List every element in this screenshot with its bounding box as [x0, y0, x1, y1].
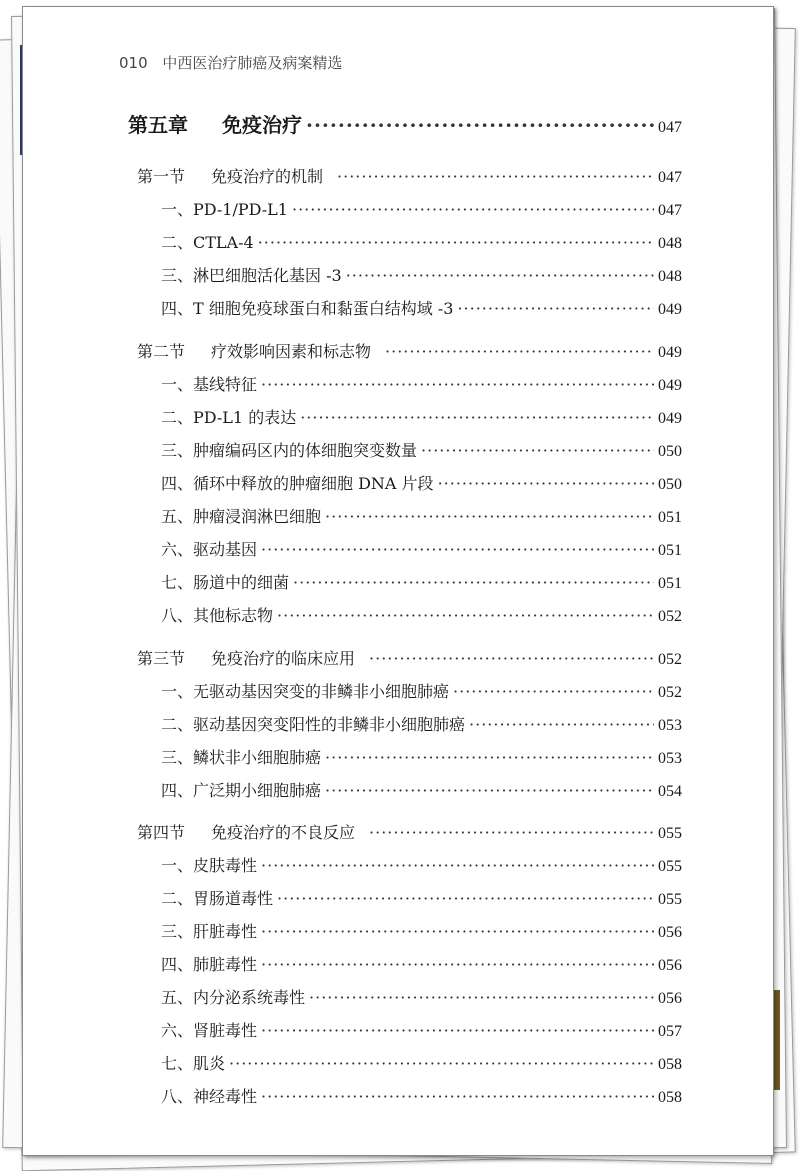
dot-leader — [261, 1087, 654, 1106]
item-text: 七、肌炎 — [161, 1054, 226, 1073]
dot-leader — [421, 441, 654, 460]
item-text: 二、胃肠道毒性 — [161, 889, 274, 908]
item-page: 049 — [658, 377, 682, 394]
item-text: 三、鳞状非小细胞肺癌 — [161, 748, 322, 767]
chapter-entry[interactable] — [128, 109, 682, 138]
toc-item[interactable] — [161, 263, 682, 286]
toc-page — [22, 6, 774, 1156]
section-entry[interactable] — [137, 820, 682, 843]
dot-leader — [369, 823, 654, 842]
item-page: 049 — [658, 301, 682, 318]
dot-leader — [438, 474, 654, 493]
item-page: 051 — [658, 575, 682, 592]
item-text: 四、循环中释放的肿瘤细胞 DNA 片段 — [161, 474, 434, 493]
item-page: 056 — [658, 924, 682, 941]
item-page: 049 — [658, 410, 682, 427]
item-page: 056 — [658, 957, 682, 974]
dot-leader — [261, 922, 654, 941]
item-text: 一、基线特征 — [161, 375, 258, 394]
item-text: 一、PD-1/PD-L1 — [161, 200, 288, 219]
section-title: 免疫治疗的机制 — [211, 167, 324, 186]
header-page-number: 010 — [119, 54, 148, 72]
item-page: 050 — [658, 443, 682, 460]
toc-item[interactable] — [161, 886, 682, 909]
dot-leader — [261, 540, 654, 559]
item-page: 058 — [658, 1056, 682, 1073]
header-book-title: 中西医治疗肺癌及病案精选 — [162, 54, 343, 72]
section-entry[interactable] — [137, 339, 682, 362]
item-page: 056 — [658, 990, 682, 1007]
item-text: 二、CTLA-4 — [161, 233, 254, 252]
section-label: 第二节 — [137, 342, 186, 361]
section-entry[interactable] — [137, 164, 682, 187]
item-text: 二、驱动基因突变阳性的非鳞非小细胞肺癌 — [161, 715, 466, 734]
dot-leader — [337, 167, 654, 186]
chapter-title: 免疫治疗 — [222, 113, 302, 137]
section-label: 第一节 — [137, 167, 186, 186]
toc-item[interactable] — [161, 537, 682, 560]
chapter-label: 第五章 — [128, 113, 188, 137]
toc-item[interactable] — [161, 570, 682, 593]
item-page: 048 — [658, 268, 682, 285]
dot-leader — [258, 233, 654, 252]
item-text: 二、PD-L1 的表达 — [161, 408, 297, 427]
toc-item[interactable] — [161, 712, 682, 735]
item-text: 三、肿瘤编码区内的体细胞突变数量 — [161, 441, 418, 460]
item-page: 051 — [658, 509, 682, 526]
item-page: 047 — [658, 202, 682, 219]
dot-leader — [325, 781, 654, 800]
item-page: 048 — [658, 235, 682, 252]
item-page: 051 — [658, 542, 682, 559]
dot-leader — [369, 649, 654, 668]
item-text: 三、淋巴细胞活化基因 -3 — [161, 266, 342, 285]
dot-leader — [306, 113, 654, 137]
section-page: 047 — [658, 169, 682, 186]
toc-item[interactable] — [161, 1051, 682, 1074]
item-text: 一、无驱动基因突变的非鳞非小细胞肺癌 — [161, 682, 450, 701]
item-text: 三、肝脏毒性 — [161, 922, 258, 941]
item-page: 058 — [658, 1089, 682, 1106]
dot-leader — [277, 606, 654, 625]
dot-leader — [293, 573, 654, 592]
dot-leader — [261, 955, 654, 974]
section-page: 049 — [658, 344, 682, 361]
item-text: 八、神经毒性 — [161, 1087, 258, 1106]
toc-item[interactable] — [161, 372, 682, 395]
dot-leader — [261, 856, 654, 875]
toc-item[interactable] — [161, 438, 682, 461]
section-label: 第四节 — [137, 823, 186, 842]
dot-leader — [292, 200, 654, 219]
dot-leader — [457, 299, 654, 318]
dot-leader — [346, 266, 654, 285]
item-text: 五、内分泌系统毒性 — [161, 988, 306, 1007]
toc-item[interactable] — [161, 1018, 682, 1041]
toc-item[interactable] — [161, 778, 682, 801]
dot-leader — [385, 342, 654, 361]
toc-item[interactable] — [161, 230, 682, 253]
section-page: 055 — [658, 825, 682, 842]
dot-leader — [309, 988, 654, 1007]
toc-item[interactable] — [161, 1084, 682, 1107]
dot-leader — [277, 889, 654, 908]
toc-item[interactable] — [161, 745, 682, 768]
toc-item[interactable] — [161, 197, 682, 220]
dot-leader — [469, 715, 654, 734]
item-text: 一、皮肤毒性 — [161, 856, 258, 875]
dot-leader — [261, 375, 654, 394]
toc-item[interactable] — [161, 405, 682, 428]
item-page: 053 — [658, 717, 682, 734]
toc-item[interactable] — [161, 985, 682, 1008]
item-text: 六、驱动基因 — [161, 540, 258, 559]
item-page: 055 — [658, 858, 682, 875]
item-text: 七、肠道中的细菌 — [161, 573, 290, 592]
dot-leader — [325, 748, 654, 767]
toc-item[interactable] — [161, 853, 682, 876]
dot-leader — [261, 1021, 654, 1040]
dot-leader — [229, 1054, 654, 1073]
section-page: 052 — [658, 651, 682, 668]
item-text: 六、肾脏毒性 — [161, 1021, 258, 1040]
item-text: 五、肿瘤浸润淋巴细胞 — [161, 507, 322, 526]
item-page: 055 — [658, 891, 682, 908]
toc-item[interactable] — [161, 504, 682, 527]
section-label: 第三节 — [137, 649, 186, 668]
section-title: 免疫治疗的不良反应 — [211, 823, 356, 842]
toc-item[interactable] — [161, 679, 682, 702]
item-page: 052 — [658, 608, 682, 625]
toc-item[interactable] — [161, 919, 682, 942]
item-text: 四、广泛期小细胞肺癌 — [161, 781, 322, 800]
item-text: 四、T 细胞免疫球蛋白和黏蛋白结构域 -3 — [161, 299, 454, 318]
item-text: 四、肺脏毒性 — [161, 955, 258, 974]
toc-item[interactable] — [161, 603, 682, 626]
item-page: 052 — [658, 684, 682, 701]
section-entry[interactable] — [137, 646, 682, 669]
item-page: 050 — [658, 476, 682, 493]
item-page: 053 — [658, 750, 682, 767]
toc-item[interactable] — [161, 952, 682, 975]
dot-leader — [300, 408, 654, 427]
dot-leader — [453, 682, 654, 701]
toc-item[interactable] — [161, 296, 682, 319]
item-page: 057 — [658, 1023, 682, 1040]
dot-leader — [325, 507, 654, 526]
section-title: 免疫治疗的临床应用 — [211, 649, 356, 668]
chapter-page: 047 — [658, 119, 682, 136]
running-header — [119, 52, 342, 73]
item-text: 八、其他标志物 — [161, 606, 274, 625]
toc-item[interactable] — [161, 471, 682, 494]
item-page: 054 — [658, 783, 682, 800]
section-title: 疗效影响因素和标志物 — [211, 342, 372, 361]
